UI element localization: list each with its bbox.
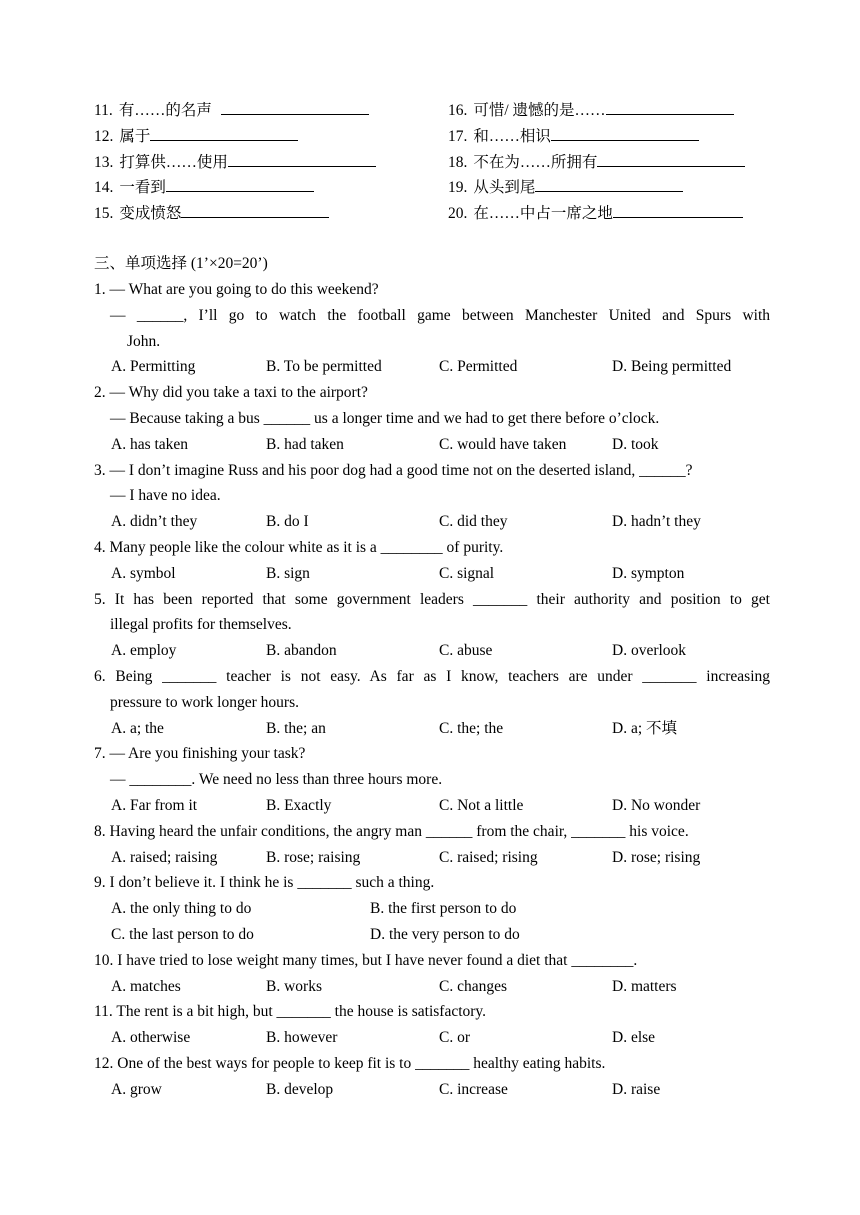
- option-a[interactable]: A. symbol: [111, 564, 176, 582]
- option-b[interactable]: B. sign: [266, 564, 310, 582]
- vocab-item: [448, 97, 734, 124]
- option-d[interactable]: D. sympton: [612, 564, 685, 582]
- question-item: [94, 999, 770, 1051]
- question-continuation: — I have no idea.: [110, 487, 221, 505]
- option-a[interactable]: A. a; the: [111, 719, 164, 737]
- vocab-phrase: 变成愤怒: [119, 205, 182, 223]
- question-item: [94, 277, 770, 380]
- option-a[interactable]: A. has taken: [111, 435, 189, 453]
- options-row: [94, 845, 770, 871]
- question-stem: 3. — I don’t imagine Russ and his poor dog had a good time not on the deserted island, ______?: [94, 461, 693, 479]
- option-a[interactable]: A. grow: [111, 1080, 162, 1098]
- options-row: [94, 638, 770, 664]
- option-d[interactable]: D. the very person to do: [370, 925, 520, 943]
- vocab-item: [94, 149, 376, 176]
- question-item: [94, 1051, 770, 1103]
- option-d[interactable]: D. Being permitted: [612, 358, 732, 376]
- question-item: [94, 870, 770, 947]
- option-d[interactable]: D. rose; rising: [612, 848, 701, 866]
- option-d[interactable]: D. hadn’t they: [612, 513, 701, 531]
- option-d[interactable]: D. matters: [612, 977, 677, 995]
- vocab-phrase: 属于: [119, 127, 151, 145]
- question-item: [94, 948, 770, 1000]
- option-b[interactable]: B. abandon: [266, 642, 337, 660]
- question-continuation: — ______, I’ll go to watch the football game between Manchester United and Spurs with: [110, 306, 770, 324]
- vocab-number: 13.: [94, 153, 114, 171]
- vocab-item: [94, 97, 369, 124]
- question-item: [94, 380, 770, 457]
- question-item: [94, 741, 770, 818]
- question-continuation: pressure to work longer hours.: [110, 693, 299, 711]
- vocab-phrase: 有……的名声: [118, 102, 212, 119]
- question-item: [94, 535, 770, 587]
- vocab-number: 18.: [448, 153, 468, 171]
- vocab-phrase: 从头到尾: [473, 179, 536, 197]
- vocab-item: [448, 123, 699, 150]
- answer-blank[interactable]: [166, 174, 314, 192]
- question-stem: 4. Many people like the colour white as it is a ________ of purity.: [94, 538, 504, 556]
- question-item: [94, 458, 770, 535]
- answer-blank[interactable]: [150, 123, 298, 141]
- answer-blank[interactable]: [535, 174, 683, 192]
- vocab-item: [448, 200, 743, 227]
- question-stem: 1. — What are you going to do this weekend?: [94, 281, 379, 298]
- option-d[interactable]: D. No wonder: [612, 796, 701, 814]
- vocab-phrase: 在……中占一席之地: [473, 205, 613, 223]
- options-row: [94, 716, 770, 742]
- option-c[interactable]: C. would have taken: [439, 435, 567, 453]
- option-b[interactable]: B. the first person to do: [370, 900, 517, 918]
- question-stem: 5. It has been reported that some government leaders _______ their authority and position to get: [94, 590, 770, 608]
- option-a[interactable]: A. Far from it: [111, 796, 198, 814]
- vocab-phrase: 和……相识: [473, 127, 551, 145]
- option-b[interactable]: B. had taken: [266, 435, 344, 453]
- vocab-phrase: 一看到: [119, 179, 166, 197]
- question-stem: 7. — Are you finishing your task?: [94, 745, 306, 763]
- option-b[interactable]: B. develop: [266, 1080, 334, 1098]
- vocab-phrase: 可惜/ 遗憾的是……: [473, 102, 606, 119]
- options-row: [94, 922, 770, 948]
- option-a[interactable]: A. didn’t they: [111, 513, 198, 531]
- vocab-phrase: 不在为……所拥有: [473, 153, 598, 171]
- option-a[interactable]: A. the only thing to do: [111, 900, 252, 918]
- answer-blank[interactable]: [597, 149, 745, 167]
- vocab-row: [94, 149, 774, 175]
- options-row: [94, 509, 770, 535]
- option-d[interactable]: D. a; 不填: [612, 719, 678, 737]
- option-c[interactable]: C. the; the: [439, 719, 504, 737]
- question-continuation: — ________. We need no less than three hours more.: [110, 771, 443, 789]
- answer-blank[interactable]: [606, 97, 734, 115]
- vocab-phrase: 打算供……使用: [119, 153, 228, 171]
- vocab-number: 15.: [94, 205, 114, 223]
- vocab-number: 11.: [94, 102, 113, 119]
- vocab-number: 16.: [448, 102, 468, 119]
- question-item: [94, 819, 770, 871]
- options-row: [94, 354, 770, 380]
- option-c[interactable]: C. did they: [439, 513, 508, 531]
- option-a[interactable]: A. Permitting: [111, 358, 196, 376]
- vocab-row: [94, 200, 774, 226]
- option-c[interactable]: C. or: [439, 1029, 470, 1047]
- answer-blank[interactable]: [221, 97, 369, 115]
- question-stem: 12. One of the best ways for people to keep fit is to _______ healthy eating habits.: [94, 1054, 606, 1072]
- vocab-number: 19.: [448, 179, 468, 197]
- option-b[interactable]: B. rose; raising: [266, 848, 361, 866]
- question-continuation: illegal profits for themselves.: [110, 616, 292, 634]
- question-item: [94, 664, 770, 741]
- option-c[interactable]: C. Permitted: [439, 358, 518, 376]
- option-a[interactable]: A. otherwise: [111, 1029, 191, 1047]
- vocab-item: [448, 174, 683, 201]
- option-c[interactable]: C. Not a little: [439, 796, 524, 814]
- answer-blank[interactable]: [613, 200, 743, 218]
- question-stem: 9. I don’t believe it. I think he is _______ such a thing.: [94, 874, 435, 892]
- multiple-choice-section: [94, 277, 770, 1103]
- answer-blank[interactable]: [228, 149, 376, 167]
- option-c[interactable]: C. changes: [439, 977, 508, 995]
- question-stem: 10. I have tried to lose weight many times, but I have never found a diet that ________.: [94, 951, 638, 969]
- option-a[interactable]: A. matches: [111, 977, 181, 995]
- option-d[interactable]: D. raise: [612, 1080, 661, 1098]
- vocabulary-fill-in-section: [94, 97, 774, 226]
- option-b[interactable]: B. the; an: [266, 719, 326, 737]
- options-row: [94, 793, 770, 819]
- options-row: [94, 1025, 770, 1051]
- vocab-row: [94, 174, 774, 200]
- option-c[interactable]: C. increase: [439, 1080, 508, 1098]
- vocab-row: [94, 123, 774, 149]
- vocab-number: 14.: [94, 179, 114, 197]
- option-c[interactable]: C. abuse: [439, 642, 493, 660]
- vocab-item: [448, 149, 745, 176]
- option-b[interactable]: B. do I: [266, 513, 309, 531]
- section-title: 三、单项选择 (1’×20=20’): [94, 255, 268, 272]
- options-row: [94, 561, 770, 587]
- option-d[interactable]: D. else: [612, 1029, 656, 1047]
- option-b[interactable]: B. works: [266, 977, 322, 995]
- options-row: [94, 432, 770, 458]
- option-c[interactable]: C. the last person to do: [111, 925, 254, 943]
- option-b[interactable]: B. Exactly: [266, 796, 332, 814]
- option-c[interactable]: C. raised; rising: [439, 848, 538, 866]
- question-continuation: John.: [127, 332, 161, 350]
- vocab-number: 20.: [448, 205, 468, 223]
- vocab-number: 12.: [94, 127, 114, 145]
- options-row: [94, 896, 770, 922]
- question-stem: 11. The rent is a bit high, but _______ the house is satisfactory.: [94, 1003, 487, 1021]
- question-stem: 8. Having heard the unfair conditions, the angry man ______ from the chair, _______ his voice.: [94, 822, 689, 840]
- option-d[interactable]: D. took: [612, 435, 659, 453]
- answer-blank[interactable]: [551, 123, 699, 141]
- question-item: [94, 587, 770, 664]
- option-a[interactable]: A. employ: [111, 642, 177, 660]
- question-stem: 6. Being _______ teacher is not easy. As far as I know, teachers are under _______ increasing: [94, 667, 770, 685]
- vocab-number: 17.: [448, 127, 468, 145]
- question-continuation: — Because taking a bus ______ us a longer time and we had to get there before o’clock.: [110, 409, 660, 427]
- vocab-item: [94, 174, 314, 201]
- option-d[interactable]: D. overlook: [612, 642, 687, 660]
- vocab-row: [94, 97, 774, 123]
- question-stem: 2. — Why did you take a taxi to the airport?: [94, 384, 368, 402]
- option-b[interactable]: B. however: [266, 1029, 338, 1047]
- option-c[interactable]: C. signal: [439, 564, 495, 582]
- answer-blank[interactable]: [181, 200, 329, 218]
- vocab-item: [94, 200, 329, 227]
- option-b[interactable]: B. To be permitted: [266, 358, 382, 376]
- options-row: [94, 974, 770, 1000]
- options-row: [94, 1077, 770, 1103]
- option-a[interactable]: A. raised; raising: [111, 848, 218, 866]
- vocab-item: [94, 123, 298, 150]
